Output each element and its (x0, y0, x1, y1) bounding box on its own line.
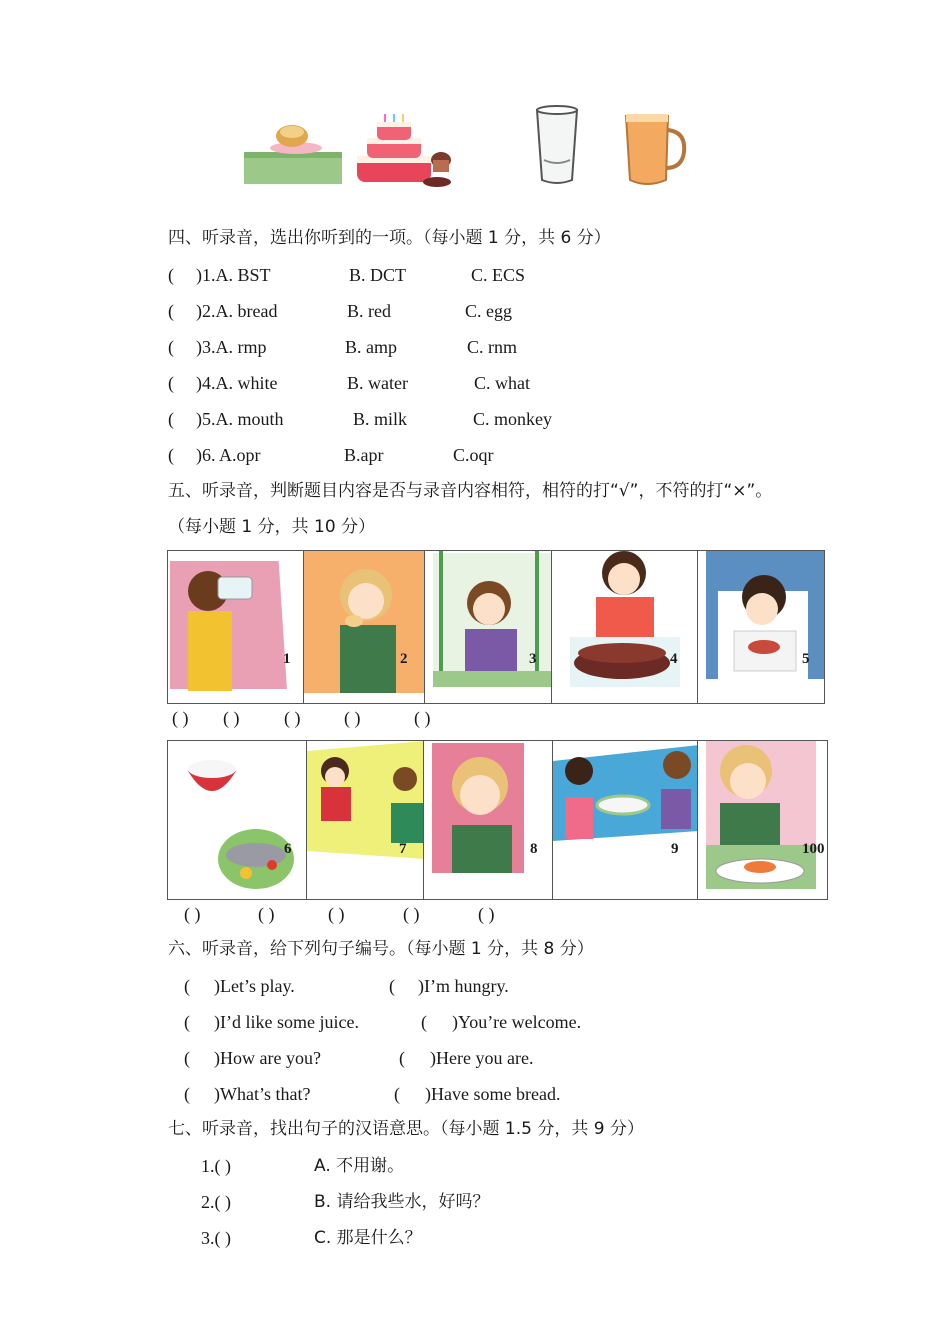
answer-blank[interactable]: ( ) (414, 708, 431, 728)
cake-image (355, 112, 455, 190)
option-b: B. DCT (349, 265, 407, 285)
picture-number: 5 (802, 651, 810, 667)
picture-cell (167, 740, 307, 900)
option-b: B. red (347, 301, 391, 321)
bread-icon (244, 120, 344, 186)
answer-blank[interactable]: ( ) (184, 904, 201, 924)
answer-blank[interactable]: ( (394, 1084, 400, 1104)
answer-blank[interactable]: ( ) (284, 708, 301, 728)
picture-number: 6 (284, 841, 292, 857)
option-c: C. rnm (467, 337, 518, 357)
picture-cell (306, 740, 424, 900)
rice-and-fish-icon (168, 741, 307, 900)
answer-blank[interactable]: ( (168, 409, 174, 429)
option-a: )4.A. white (196, 373, 278, 393)
answer-blank[interactable]: ( ) (223, 708, 240, 728)
answer-blank[interactable]: ( (399, 1048, 405, 1068)
option-c: C. monkey (473, 409, 552, 429)
answer-blank[interactable]: ( (184, 1084, 190, 1104)
option-a: )3.A. rmp (196, 337, 267, 357)
answer-blank[interactable]: 3.( ) (201, 1228, 231, 1248)
section4-heading: 四、听录音，选出你听到的一项。（每小题 1 分，共 6 分） (168, 228, 611, 248)
picture-number: 8 (530, 841, 538, 857)
picture-cell (424, 550, 552, 704)
answer-blank[interactable]: ( ) (172, 708, 189, 728)
translation-option: C. 那是什么？ (314, 1228, 422, 1248)
answer-blank[interactable]: 1.( ) (201, 1156, 231, 1176)
answer-blank[interactable]: ( (168, 373, 174, 393)
picture-number: 100 (802, 841, 825, 857)
picture-number: 3 (529, 651, 537, 667)
answer-blank[interactable]: ( ) (403, 904, 420, 924)
option-c: C.oqr (453, 445, 494, 465)
picture-number: 1 (283, 651, 291, 667)
bread-on-table-image (244, 120, 344, 186)
girl-waving-icon (424, 741, 553, 900)
kids-sharing-eggs-icon (553, 741, 698, 900)
answer-blank[interactable]: ( (184, 976, 190, 996)
option-a: )6. A.opr (196, 445, 261, 465)
girl-eating-meal-icon (698, 741, 828, 900)
answer-blank[interactable]: ( ) (344, 708, 361, 728)
picture-cell (697, 740, 828, 900)
boy-eating-noodles-icon (698, 551, 825, 704)
option-a: )1.A. BST (196, 265, 271, 285)
option-c: C. ECS (471, 265, 526, 285)
picture-cell (697, 550, 825, 704)
picture-cell (423, 740, 553, 900)
option-b: B.apr (344, 445, 384, 465)
picture-number: 7 (399, 841, 407, 857)
picture-cell (167, 550, 304, 704)
answer-blank[interactable]: ( (421, 1012, 427, 1032)
picture-number: 2 (400, 651, 408, 667)
translation-option: B. 请给我些水，好吗？ (314, 1192, 490, 1212)
juice-jug-image (622, 108, 688, 188)
answer-blank[interactable]: ( ) (478, 904, 495, 924)
answer-blank[interactable]: ( (168, 265, 174, 285)
sentence: )I’m hungry. (418, 976, 509, 996)
sentence: )You’re welcome. (452, 1012, 582, 1032)
answer-blank[interactable]: ( (389, 976, 395, 996)
sentence: )How are you? (214, 1048, 321, 1068)
girl-with-cake-icon (552, 551, 698, 704)
answer-blank[interactable]: ( (168, 337, 174, 357)
glass-icon (534, 104, 580, 186)
sentence: )Let’s play. (214, 976, 295, 996)
sentence: )I’d like some juice. (214, 1012, 359, 1032)
answer-blank[interactable]: ( ) (328, 904, 345, 924)
cake-icon (355, 112, 455, 190)
option-a: )2.A. bread (196, 301, 278, 321)
boy-drinking-icon (168, 551, 304, 704)
option-b: B. amp (345, 337, 397, 357)
juice-icon (622, 108, 688, 188)
sentence: )Have some bread. (425, 1084, 561, 1104)
picture-number: 4 (670, 651, 678, 667)
picture-cell (303, 550, 425, 704)
picture-cell (552, 740, 698, 900)
translation-option: A. 不用谢。 (314, 1156, 405, 1176)
boy-with-glass-icon (425, 551, 552, 704)
option-c: C. what (474, 373, 530, 393)
option-c: C. egg (465, 301, 512, 321)
answer-blank[interactable]: ( (168, 445, 174, 465)
picture-number: 9 (671, 841, 679, 857)
section7-heading: 七、听录音，找出句子的汉语意思。（每小题 1.5 分，共 9 分） (168, 1119, 644, 1139)
answer-blank[interactable]: 2.( ) (201, 1192, 231, 1212)
answer-blank[interactable]: ( ) (258, 904, 275, 924)
answer-blank[interactable]: ( (184, 1012, 190, 1032)
girl-giving-boy-icon (307, 741, 424, 900)
sentence: )Here you are. (430, 1048, 534, 1068)
option-b: B. water (347, 373, 408, 393)
option-b: B. milk (353, 409, 408, 429)
answer-blank[interactable]: ( (168, 301, 174, 321)
empty-glass-image (534, 104, 580, 186)
picture-cell (551, 550, 698, 704)
sentence: )What’s that? (214, 1084, 311, 1104)
section6-heading: 六、听录音，给下列句子编号。（每小题 1 分，共 8 分） (168, 939, 594, 959)
answer-blank[interactable]: ( (184, 1048, 190, 1068)
section5-heading: 五、听录音，判断题目内容是否与录音内容相符，相符的打“√”，不符的打“×”。 (168, 481, 773, 501)
option-a: )5.A. mouth (196, 409, 284, 429)
girl-eating-bread-icon (304, 551, 425, 704)
section5-subheading: （每小题 1 分，共 10 分） (168, 517, 376, 537)
